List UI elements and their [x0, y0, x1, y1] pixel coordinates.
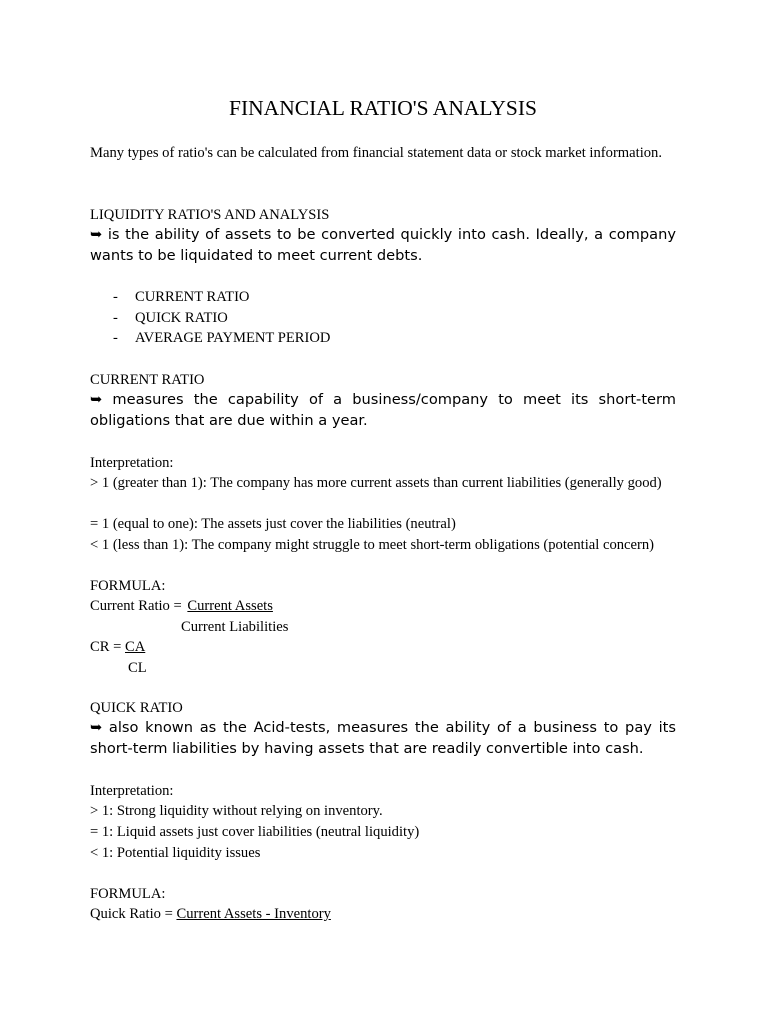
quick-ratio-formula [90, 904, 331, 925]
list-item [90, 328, 676, 349]
current-ratio-abbreviated-formula [90, 637, 145, 658]
list-bullet: - [113, 309, 118, 326]
current-ratio-formula [90, 596, 273, 617]
list-item [90, 308, 676, 329]
current-ratio-interpretation-item: > 1 (greater than 1): The company has more current assets than current liabilities (generally good) [90, 475, 662, 491]
formula-numerator: Current Assets - Inventory [176, 906, 331, 922]
current-ratio-interpretation-label: Interpretation: [90, 455, 174, 471]
quick-ratio-interpretation-item: = 1: Liquid assets just cover liabilities (neutral liquidity) [90, 824, 420, 840]
document-title: FINANCIAL RATIO'S ANALYSIS [229, 96, 537, 120]
list-item-label: QUICK RATIO [135, 309, 228, 326]
current-ratio-interpretation-item: < 1 (less than 1): The company might struggle to meet short-term obligations (potential concern) [90, 537, 655, 553]
quick-ratio-heading: QUICK RATIO [90, 700, 183, 716]
formula-left-side: CR = [90, 639, 125, 655]
quick-ratio-interpretation-item: > 1: Strong liquidity without relying on inventory. [90, 803, 383, 819]
formula-left-side: Current Ratio = [90, 598, 186, 614]
list-bullet: - [113, 330, 118, 347]
liquidity-heading: LIQUIDITY RATIO'S AND ANALYSIS [90, 207, 330, 223]
list-item-label: CURRENT RATIO [135, 289, 250, 305]
current-ratio-description: ➥ measures the capability of a business/company to meet its short-term obligations that are due within a year. [90, 391, 676, 429]
current-ratio-heading: CURRENT RATIO [90, 372, 205, 388]
quick-ratio-interpretation-item: < 1: Potential liquidity issues [90, 845, 261, 861]
current-ratio-formula-label: FORMULA: [90, 578, 166, 594]
formula-numerator: Current Assets [187, 598, 273, 614]
formula-numerator: CA [125, 639, 146, 655]
list-bullet: - [113, 289, 118, 305]
formula-denominator: Current Liabilities [181, 619, 289, 635]
list-item [90, 287, 676, 308]
current-ratio-interpretation-item: = 1 (equal to one): The assets just cover the liabilities (neutral) [90, 516, 456, 532]
formula-left-side: Quick Ratio = [90, 906, 177, 922]
formula-denominator: CL [128, 660, 147, 676]
quick-ratio-formula-label: FORMULA: [90, 886, 166, 902]
quick-ratio-interpretation-label: Interpretation: [90, 783, 174, 799]
list-item-label: AVERAGE PAYMENT PERIOD [135, 330, 331, 347]
liquidity-ratio-list [90, 287, 676, 349]
quick-ratio-description: ➥ also known as the Acid-tests, measures the ability of a business to pay its short-term liabilities by having assets that are readily convertible into cash. [90, 719, 676, 757]
intro-paragraph: Many types of ratio's can be calculated from financial statement data or stock market information. [90, 145, 662, 161]
liquidity-description: ➥ is the ability of assets to be converted quickly into cash. Ideally, a company wants to be liquidated to meet current debts. [90, 226, 676, 264]
